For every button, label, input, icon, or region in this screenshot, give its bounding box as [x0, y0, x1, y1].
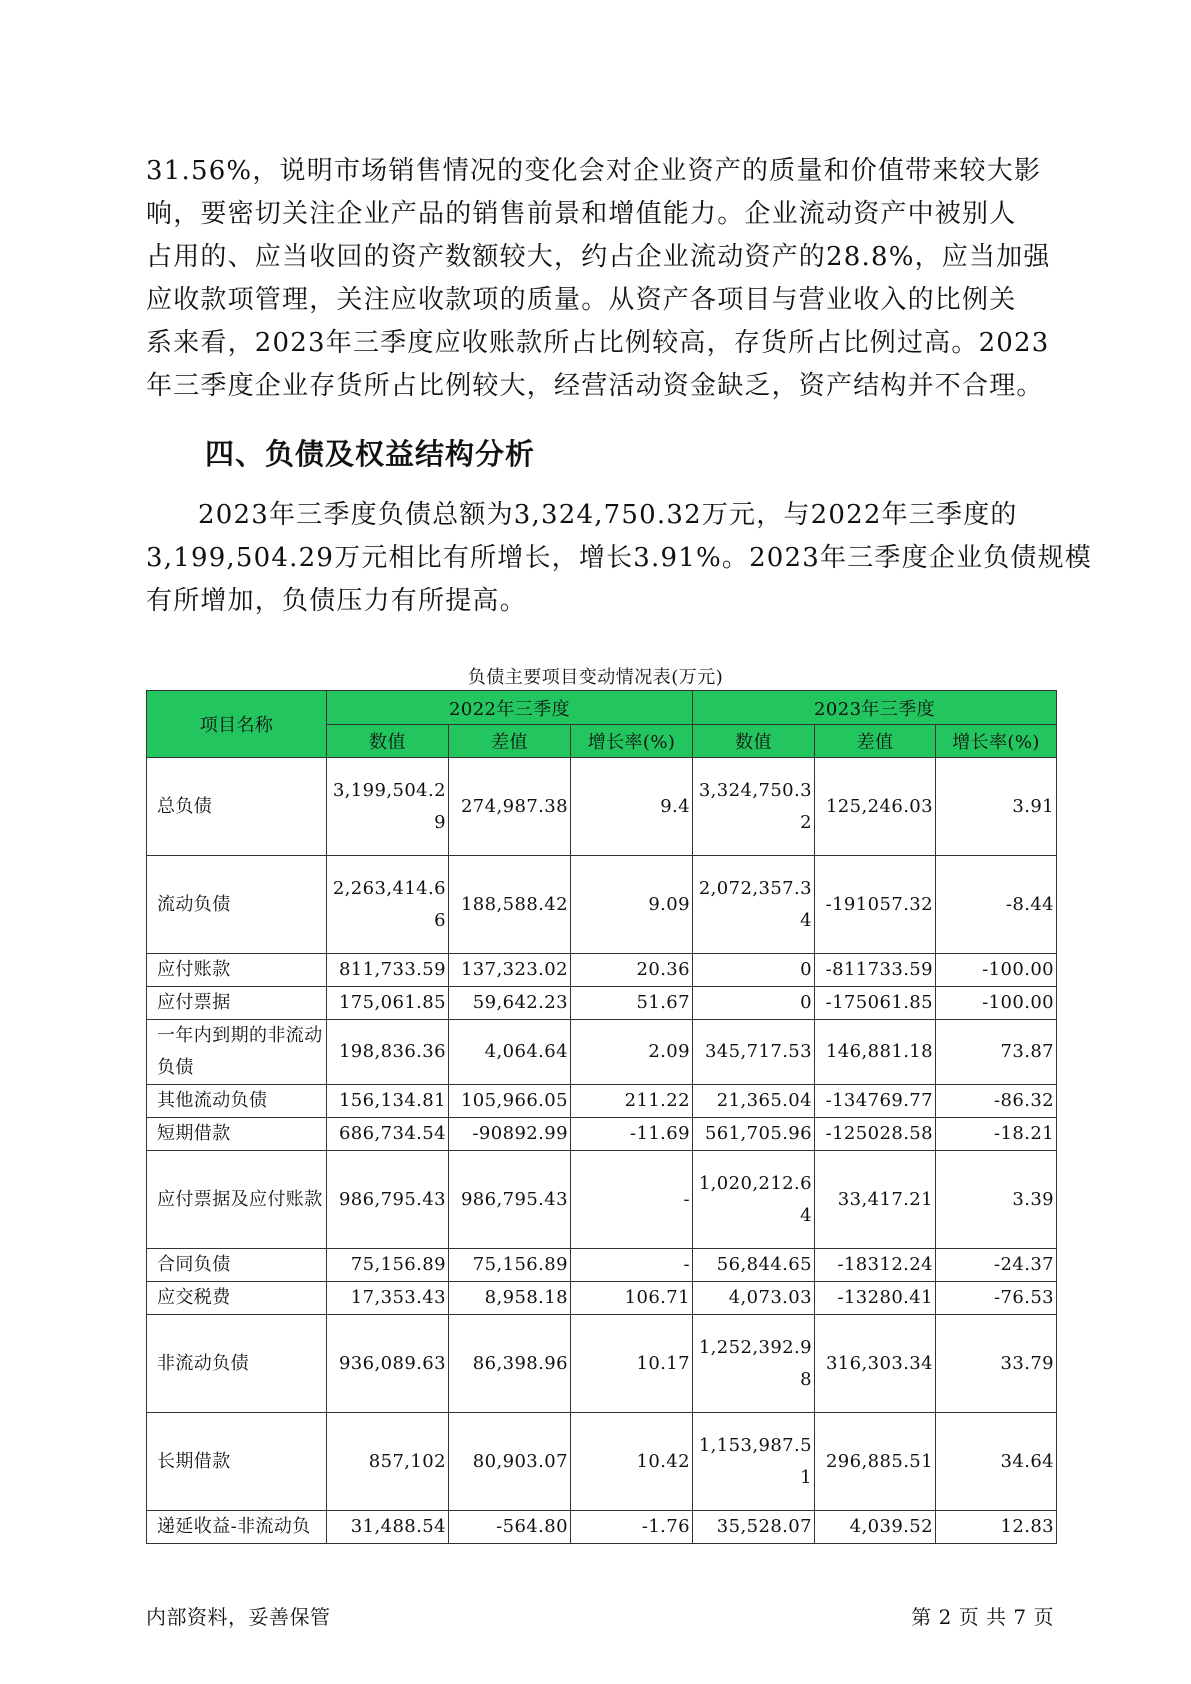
table-row: [147, 954, 1057, 987]
growth-2022: 9.4: [571, 758, 693, 856]
row-name: 一年内到期的非流动负债: [147, 1020, 327, 1085]
table-row: [147, 1249, 1057, 1282]
growth-2022: -: [571, 1151, 693, 1249]
growth-2022: 10.17: [571, 1315, 693, 1413]
section-heading: 四、负债及权益结构分析: [205, 437, 536, 471]
diff-2022: 188,588.42: [449, 856, 571, 954]
diff-2022: 274,987.38: [449, 758, 571, 856]
table-row: [147, 1020, 1057, 1085]
diff-2022: 8,958.18: [449, 1282, 571, 1315]
growth-2022: 106.71: [571, 1282, 693, 1315]
diff-2022: 137,323.02: [449, 954, 571, 987]
value-2022: 986,795.43: [327, 1151, 449, 1249]
value-2023: 1,153,987.51: [693, 1413, 815, 1511]
row-name: 应付票据及应付账款: [147, 1151, 327, 1249]
diff-2023: -18312.24: [815, 1249, 936, 1282]
row-name: 其他流动负债: [147, 1085, 327, 1118]
value-2022: 686,734.54: [327, 1118, 449, 1151]
header-diff-2022: 差值: [449, 725, 571, 758]
value-2023: 1,252,392.98: [693, 1315, 815, 1413]
value-2022: 811,733.59: [327, 954, 449, 987]
growth-2023: -100.00: [936, 987, 1057, 1020]
paragraph-line: 应收款项管理，关注应收款项的质量。从资产各项目与营业收入的比例关: [146, 285, 1017, 315]
table-row: [147, 1118, 1057, 1151]
value-2023: 561,705.96: [693, 1118, 815, 1151]
diff-2022: 75,156.89: [449, 1249, 571, 1282]
value-2022: 2,263,414.66: [327, 856, 449, 954]
paragraph-line: 年三季度企业存货所占比例较大，经营活动资金缺乏，资产结构并不合理。: [146, 371, 1044, 401]
value-2022: 198,836.36: [327, 1020, 449, 1085]
growth-2023: -76.53: [936, 1282, 1057, 1315]
diff-2023: -125028.58: [815, 1118, 936, 1151]
paragraph-line: 2023年三季度负债总额为3,324,750.32万元，与2022年三季度的: [198, 500, 1018, 530]
value-2022: 31,488.54: [327, 1511, 449, 1544]
value-2022: 75,156.89: [327, 1249, 449, 1282]
row-name: 短期借款: [147, 1118, 327, 1151]
value-2023: 4,073.03: [693, 1282, 815, 1315]
table-row: [147, 1151, 1057, 1249]
diff-2023: 33,417.21: [815, 1151, 936, 1249]
growth-2023: -8.44: [936, 856, 1057, 954]
table-row: [147, 1085, 1057, 1118]
paragraph-line: 响，要密切关注企业产品的销售前景和增值能力。企业流动资产中被别人: [146, 199, 1017, 229]
value-2023: 3,324,750.32: [693, 758, 815, 856]
row-name: 应付票据: [147, 987, 327, 1020]
footer-confidential-note: 内部资料，妥善保管: [146, 1605, 331, 1629]
value-2023: 21,365.04: [693, 1085, 815, 1118]
diff-2022: -564.80: [449, 1511, 571, 1544]
value-2023: 345,717.53: [693, 1020, 815, 1085]
diff-2022: 86,398.96: [449, 1315, 571, 1413]
value-2022: 857,102: [327, 1413, 449, 1511]
table-row: [147, 758, 1057, 856]
diff-2023: -13280.41: [815, 1282, 936, 1315]
table-row: [147, 856, 1057, 954]
header-diff-2023: 差值: [815, 725, 936, 758]
diff-2022: 105,966.05: [449, 1085, 571, 1118]
growth-2023: 34.64: [936, 1413, 1057, 1511]
diff-2023: 146,881.18: [815, 1020, 936, 1085]
header-growth-2023: 增长率(%): [936, 725, 1057, 758]
value-2022: 156,134.81: [327, 1085, 449, 1118]
diff-2022: 59,642.23: [449, 987, 571, 1020]
growth-2023: -18.21: [936, 1118, 1057, 1151]
row-name: 合同负债: [147, 1249, 327, 1282]
table-caption: 负债主要项目变动情况表(万元): [467, 667, 724, 688]
table-row: [147, 1413, 1057, 1511]
footer-page-number: 第 2 页 共 7 页: [911, 1605, 1054, 1629]
paragraph-line: 占用的、应当收回的资产数额较大，约占企业流动资产的28.8%，应当加强: [146, 242, 1051, 272]
growth-2023: 33.79: [936, 1315, 1057, 1413]
growth-2022: 9.09: [571, 856, 693, 954]
growth-2022: -: [571, 1249, 693, 1282]
growth-2023: 3.39: [936, 1151, 1057, 1249]
diff-2023: 296,885.51: [815, 1413, 936, 1511]
body-paragraph-1: [146, 150, 1060, 408]
diff-2023: -134769.77: [815, 1085, 936, 1118]
diff-2023: 4,039.52: [815, 1511, 936, 1544]
table-row: [147, 1511, 1057, 1544]
header-period-2023: 2023年三季度: [693, 691, 1057, 725]
row-name: 长期借款: [147, 1413, 327, 1511]
diff-2022: 80,903.07: [449, 1413, 571, 1511]
row-name: 应交税费: [147, 1282, 327, 1315]
growth-2022: -1.76: [571, 1511, 693, 1544]
liabilities-table: [146, 690, 1057, 1544]
growth-2022: 10.42: [571, 1413, 693, 1511]
row-name: 应付账款: [147, 954, 327, 987]
growth-2023: -86.32: [936, 1085, 1057, 1118]
table-row: [147, 1315, 1057, 1413]
growth-2023: 3.91: [936, 758, 1057, 856]
row-name: 流动负债: [147, 856, 327, 954]
paragraph-line: 系来看，2023年三季度应收账款所占比例较高，存货所占比例过高。2023: [146, 328, 1050, 358]
growth-2023: -100.00: [936, 954, 1057, 987]
growth-2022: 20.36: [571, 954, 693, 987]
growth-2022: -11.69: [571, 1118, 693, 1151]
body-paragraph-2: [146, 494, 1093, 623]
paragraph-line: 有所增加，负债压力有所提高。: [146, 586, 527, 616]
growth-2022: 51.67: [571, 987, 693, 1020]
header-item-name: 项目名称: [147, 691, 327, 758]
row-name: 递延收益-非流动负: [147, 1511, 327, 1544]
growth-2022: 2.09: [571, 1020, 693, 1085]
header-value-2022: 数值: [327, 725, 449, 758]
diff-2023: -811733.59: [815, 954, 936, 987]
table-row: [147, 1282, 1057, 1315]
diff-2022: -90892.99: [449, 1118, 571, 1151]
value-2023: 0: [693, 987, 815, 1020]
growth-2023: -24.37: [936, 1249, 1057, 1282]
growth-2023: 73.87: [936, 1020, 1057, 1085]
value-2023: 0: [693, 954, 815, 987]
value-2023: 1,020,212.64: [693, 1151, 815, 1249]
diff-2023: 316,303.34: [815, 1315, 936, 1413]
table-row: [147, 987, 1057, 1020]
value-2023: 2,072,357.34: [693, 856, 815, 954]
value-2022: 17,353.43: [327, 1282, 449, 1315]
header-value-2023: 数值: [693, 725, 815, 758]
paragraph-line: 3,199,504.29万元相比有所增长，增长3.91%。2023年三季度企业负债规模: [146, 543, 1093, 573]
diff-2023: -175061.85: [815, 987, 936, 1020]
value-2023: 35,528.07: [693, 1511, 815, 1544]
row-name: 总负债: [147, 758, 327, 856]
diff-2022: 986,795.43: [449, 1151, 571, 1249]
diff-2022: 4,064.64: [449, 1020, 571, 1085]
value-2023: 56,844.65: [693, 1249, 815, 1282]
header-period-2022: 2022年三季度: [327, 691, 693, 725]
growth-2022: 211.22: [571, 1085, 693, 1118]
row-name: 非流动负债: [147, 1315, 327, 1413]
header-growth-2022: 增长率(%): [571, 725, 693, 758]
diff-2023: 125,246.03: [815, 758, 936, 856]
paragraph-line: 31.56%，说明市场销售情况的变化会对企业资产的质量和价值带来较大影: [146, 156, 1042, 186]
diff-2023: -191057.32: [815, 856, 936, 954]
growth-2023: 12.83: [936, 1511, 1057, 1544]
value-2022: 175,061.85: [327, 987, 449, 1020]
value-2022: 936,089.63: [327, 1315, 449, 1413]
value-2022: 3,199,504.29: [327, 758, 449, 856]
